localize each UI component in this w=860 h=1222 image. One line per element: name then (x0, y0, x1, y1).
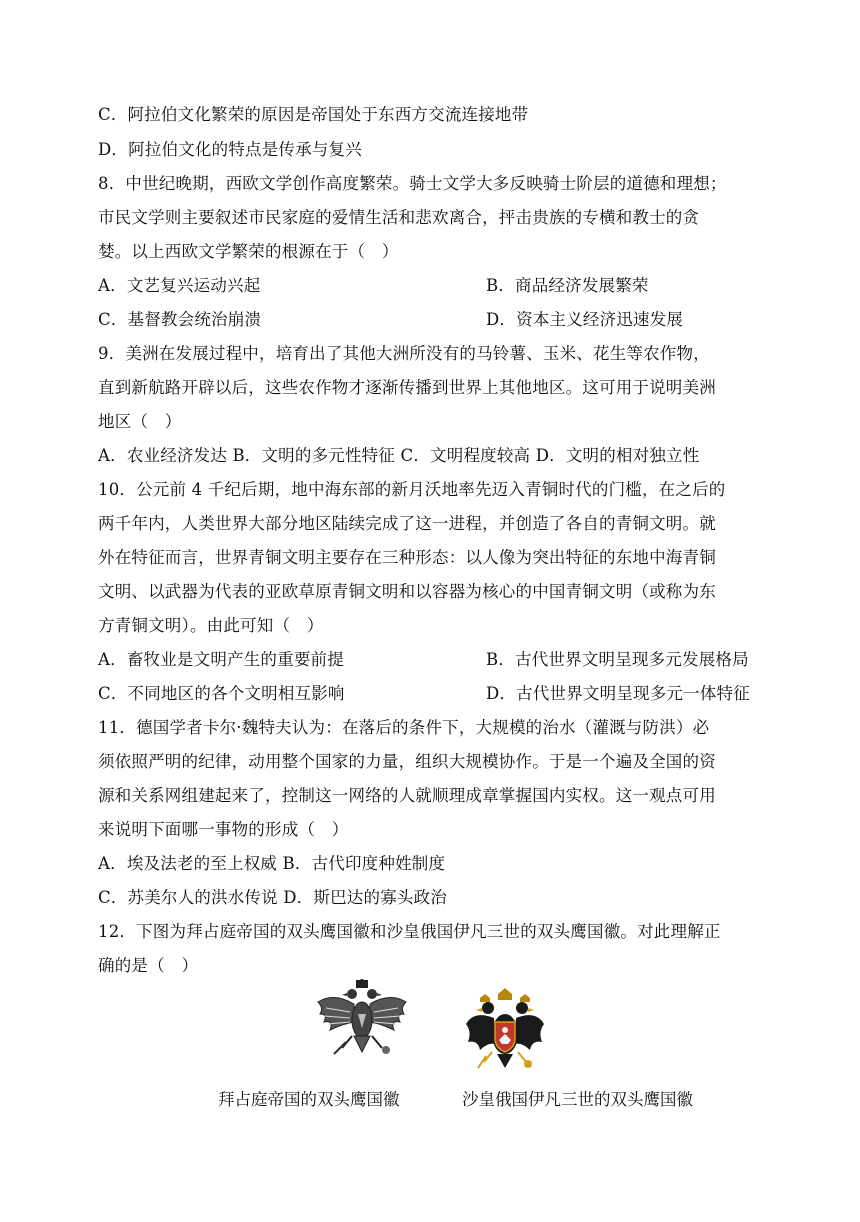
q10-option-b: B．古代世界文明呈现多元发展格局 (486, 650, 749, 669)
q10-stem-line-5: 方青铜文明）。由此可知（ ） (98, 616, 324, 635)
q10-option-row-2 (98, 684, 750, 704)
russia-caption: 沙皇俄国伊凡三世的双头鹰国徽 (462, 1090, 693, 1109)
q10-option-d: D．古代世界文明呈现多元一体特征 (486, 684, 750, 703)
q8-option-c: C．基督教会统治崩溃 (98, 310, 262, 329)
q11-stem-line-4: 来说明下面哪一事物的形成（ ） (98, 820, 349, 839)
q8-stem-line-2: 市民文学则主要叙述市民家庭的爱情生活和悲欢离合，抨击贵族的专横和教士的贪 (98, 208, 700, 227)
q11-stem-line-3: 源和关系网组建起来了，控制这一网络的人就顺理成章掌握国内实权。这一观点可用 (98, 786, 716, 805)
q8-option-b: B．商品经济发展繁荣 (486, 276, 649, 295)
q10-option-c: C．不同地区的各个文明相互影响 (98, 684, 345, 703)
russian-eagle-emblem (464, 988, 546, 1076)
q11-options-row-2: C．苏美尔人的洪水传说 D．斯巴达的寡头政治 (98, 888, 447, 907)
q11-stem-line-1: 11．德国学者卡尔·魏特夫认为：在落后的条件下，大规模的治水（灌溉与防洪）必 (98, 718, 710, 737)
q9-options: A．农业经济发达 B．文明的多元性特征 C．文明程度较高 D．文明的相对独立性 (98, 446, 700, 465)
q12-stem-line-1: 12．下图为拜占庭帝国的双头鹰国徽和沙皇俄国伊凡三世的双头鹰国徽。对此理解正 (98, 922, 721, 941)
q10-stem-line-4: 文明、以武器为代表的亚欧草原青铜文明和以容器为核心的中国青铜文明（或称为东 (98, 582, 716, 601)
byzantine-eagle-emblem (314, 978, 410, 1060)
q12-stem-line-2: 确的是（ ） (98, 956, 199, 975)
q7-option-c: C．阿拉伯文化繁荣的原因是帝国处于东西方交流连接地带 (98, 105, 529, 124)
q11-stem-line-2: 须依照严明的纪律，动用整个国家的力量，组织大规模协作。于是一个遍及全国的资 (98, 752, 716, 771)
q10-option-row-1 (98, 650, 749, 670)
q8-option-row-1 (98, 276, 649, 296)
q8-option-d: D．资本主义经济迅速发展 (486, 310, 684, 329)
byzantine-caption: 拜占庭帝国的双头鹰国徽 (218, 1090, 400, 1109)
q7-option-d: D．阿拉伯文化的特点是传承与复兴 (98, 140, 362, 159)
q8-stem-line-1: 8．中世纪晚期，西欧文学创作高度繁荣。骑士文学大多反映骑士阶层的道德和理想； (98, 174, 727, 193)
q9-stem-line-3: 地区（ ） (98, 412, 182, 431)
q9-stem-line-2: 直到新航路开辟以后，这些农作物才逐渐传播到世界上其他地区。这可用于说明美洲 (98, 378, 716, 397)
q10-stem-line-3: 外在特征而言，世界青铜文明主要存在三种形态：以人像为突出特征的东地中海青铜 (98, 548, 716, 567)
q8-option-a: A．文艺复兴运动兴起 (98, 276, 261, 295)
q11-options-row-1: A．埃及法老的至上权威 B．古代印度种姓制度 (98, 854, 446, 873)
q10-stem-line-1: 10．公元前 4 千纪后期，地中海东部的新月沃地率先迈入青铜时代的门槛，在之后的 (98, 480, 726, 499)
q9-stem-line-1: 9．美洲在发展过程中，培育出了其他大洲所没有的马铃薯、玉米、花生等农作物， (98, 344, 710, 363)
q10-option-a: A．畜牧业是文明产生的重要前提 (98, 650, 344, 669)
q10-stem-line-2: 两千年内，人类世界大部分地区陆续完成了这一进程，并创造了各自的青铜文明。就 (98, 514, 716, 533)
q8-stem-line-3: 婪。以上西欧文学繁荣的根源在于（ ） (98, 242, 399, 261)
q8-option-row-2 (98, 310, 684, 330)
